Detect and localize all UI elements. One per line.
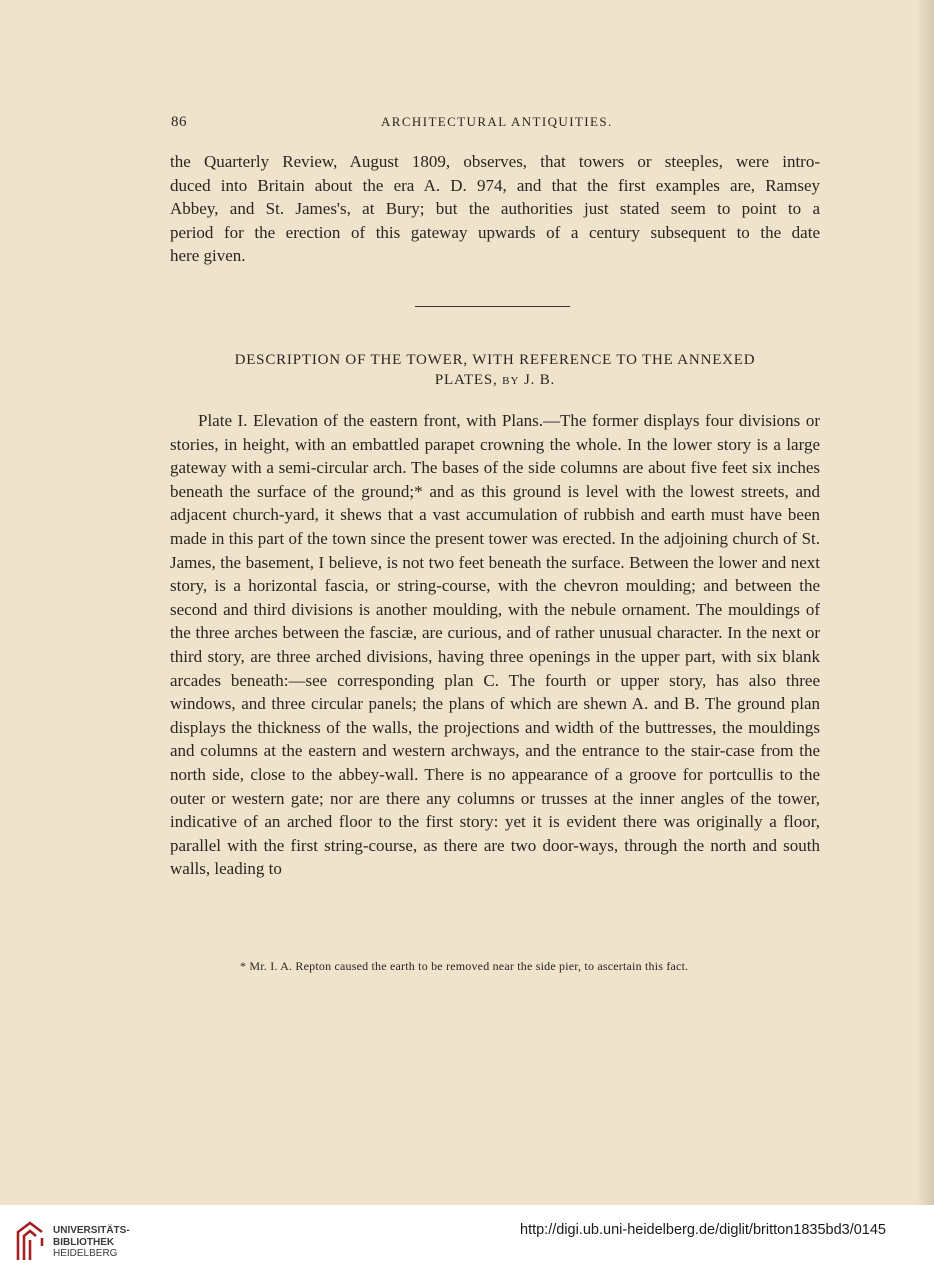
- text-line: period for the erection of this gateway upwards of a century subsequent to the date: [170, 222, 820, 242]
- paragraph-text: Plate I. Elevation of the eastern front, with Plans.—The former displays four divisions or stories, in height, with an embattled parapet crowning the whole. In the lower story is a large gateway with a semi-circular arch. The bases of the side columns are about five feet six inches beneath the surface of the ground;* and as this ground is level with the lowest streets, and adjacent church-yard, it shews that a vast accumulation of rubbish and earth must have been made in this part of the town since the present tower was erected. In the adjoining church of St. James, the basement, I believe, is not two feet beneath the surface. Between the lower and next story, is a horizontal fascia, or string-course, with the chevron moulding; and between the second and third divisions is another moulding, with the nebule ornament. The mouldings of the three arches between the fasciæ, are curious, and of rather unusual character. In the next or third story, are three arched divisions, having three openings in the upper part, with six blank arcades beneath:—see corresponding plan C. The fourth or upper story, has also three windows, and three circular panels; the plans of which are shewn A. and B. The ground plan displays the thickness of the walls, the projections and width of the buttresses, the mouldings and columns at the eastern and western archways, and the entrance to the stair-case from the north side, close to the abbey-wall. There is no appearance of a groove for portcullis to the outer or western gate; nor are there any columns or trusses at the inner angles of the tower, indicative of an arched floor to the first story: yet it is evident there was originally a floor, parallel with the first string-course, as there are two door-ways, through the north and south walls, leading to: [170, 411, 820, 879]
- section-divider: [415, 306, 570, 307]
- page-header: [171, 114, 821, 138]
- heading-author: J. B.: [524, 372, 556, 388]
- text-line: duced into Britain about the era A. D. 974, and that the first examples are, Ramsey: [170, 175, 820, 195]
- text-line: Abbey, and St. James's, at Bury; but the authorities just stated seem to point to a: [170, 199, 820, 219]
- library-name: [53, 1225, 130, 1260]
- footer-bar: [0, 1205, 934, 1277]
- heading-plates: PLATES,: [434, 372, 498, 388]
- heading-line-1: DESCRIPTION OF THE TOWER, WITH REFERENCE TO THE ANNEXED: [234, 352, 756, 368]
- heading-line-2: [170, 370, 820, 391]
- heading-by: BY: [502, 375, 520, 387]
- source-url-link[interactable]: http://digi.ub.uni-heidelberg.de/diglit/britton1835bd3/0145: [520, 1222, 886, 1238]
- library-name-line-1: UNIVERSITÄTS-: [53, 1225, 130, 1236]
- page-number: 86: [171, 114, 187, 130]
- text-line: the Quarterly Review, August 1809, observes, that towers or steeples, were intro-: [170, 152, 820, 171]
- text-line: here given.: [170, 246, 246, 266]
- running-title: ARCHITECTURAL ANTIQUITIES.: [381, 114, 613, 129]
- page-edge-shadow: [916, 0, 934, 1205]
- library-logo-icon: [14, 1220, 46, 1262]
- footnote: * Mr. I. A. Repton caused the earth to be removed near the side pier, to ascertain this fact.: [240, 959, 689, 973]
- library-name-line-2: BIBLIOTHEK: [53, 1236, 115, 1248]
- paragraph-description: [170, 409, 820, 881]
- library-name-line-3: HEIDELBERG: [53, 1248, 118, 1259]
- section-heading: [170, 350, 820, 391]
- paragraph-intro: [170, 150, 820, 268]
